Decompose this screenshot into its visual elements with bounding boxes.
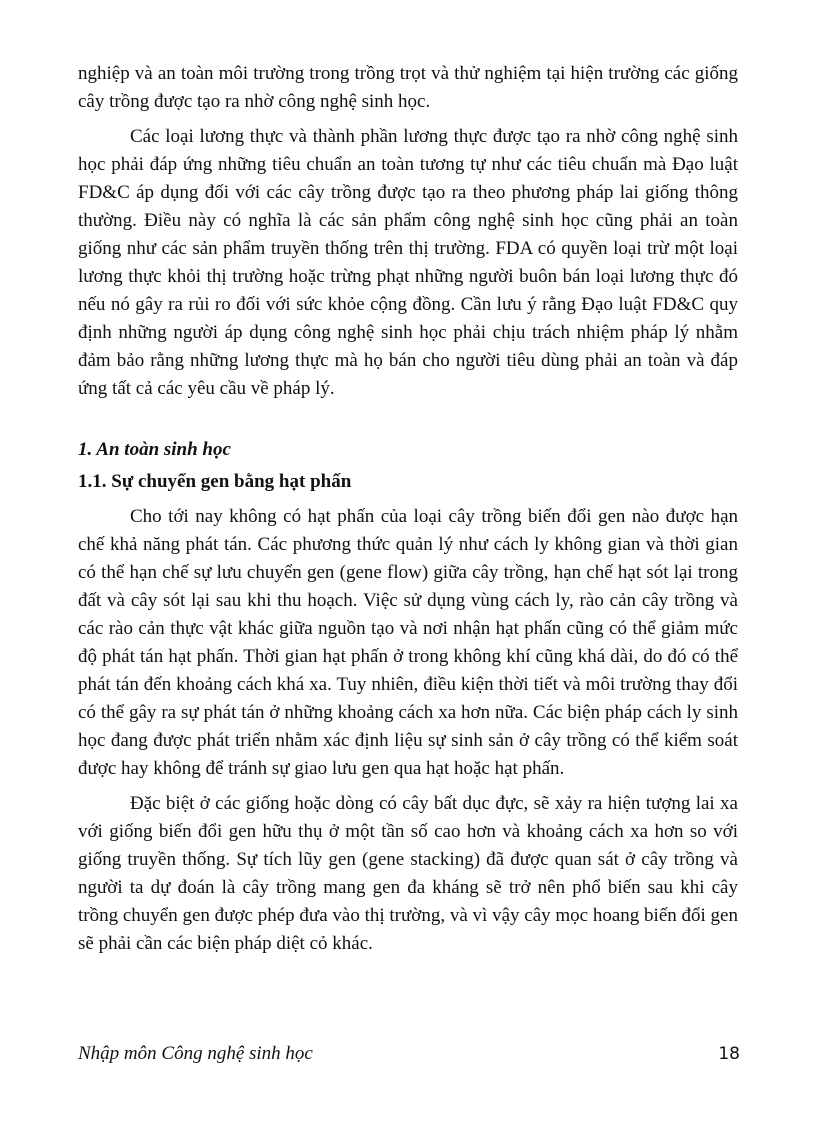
continued-paragraph: nghiệp và an toàn môi trường trong trồng trọt và thử nghiệm tại hiện trường các giống cây trồng được tạo ra nhờ công nghệ sinh học.: [78, 63, 738, 112]
page-number: 18: [718, 1044, 740, 1064]
footer-book-title: Nhập môn Công nghệ sinh học: [78, 1043, 313, 1064]
pollen-gene-flow-paragraph: Cho tới nay không có hạt phấn của loại cây trồng biến đổi gen nào được hạn chế khả năng phát tán. Các phương thức quản lý như cách ly không gian và thời gian có thể hạn chế sự lưu chuyển gen (gene flow) giữa cây trồng, hạn chế hạt sót lại trong đất và cây sót lại sau khi thu hoạch. Việc sử dụng vùng cách ly, rào cản cây trồng và các rào cản thực vật khác giữa nguồn tạo và nơi nhận hạt phấn cũng có thể giảm mức độ phát tán hạt phấn. Thời gian hạt phấn ở trong không khí cũng khá dài, do đó có thể phát tán đến khoảng cách khá xa. Tuy nhiên, điều kiện thời tiết và môi trường thay đổi có thể gây ra sự phát tán ở những khoảng cách xa hơn nữa. Các biện pháp cách ly sinh học đang được phát triển nhằm xác định liệu sự sinh sản ở cây trồng có thể kiểm soát được hay không để tránh sự giao lưu gen qua hạt hoặc hạt phấn.: [78, 506, 738, 779]
gene-stacking-paragraph: Đặc biệt ở các giống hoặc dòng có cây bất dục đực, sẽ xảy ra hiện tượng lai xa với giống biến đổi gen hữu thụ ở một tần số cao hơn và khoảng cách xa hơn so với giống truyền thống. Sự tích lũy gen (gene stacking) đã được quan sát ở cây trồng và người ta dự đoán là cây trồng mang gen đa kháng sẽ trở nên phổ biến sau khi cây trồng chuyển gen được phép đưa vào thị trường, và vì vậy cây mọc hoang biến đổi gen sẽ phải cần các biện pháp diệt cỏ khác.: [78, 793, 738, 954]
page-footer: [78, 1040, 740, 1070]
document-page: [78, 60, 738, 958]
section-title: 1. An toàn sinh học: [78, 439, 231, 460]
subsection-title: 1.1. Sự chuyển gen bằng hạt phấn: [78, 471, 352, 492]
biotech-food-safety-paragraph: Các loại lương thực và thành phần lương thực được tạo ra nhờ công nghệ sinh học phải đáp ứng những tiêu chuẩn an toàn tương tự như các tiêu chuẩn mà Đạo luật FD&C áp dụng đối với các cây trồng được tạo ra theo phương pháp lai giống thông thường. Điều này có nghĩa là các sản phẩm công nghệ sinh học cũng phải an toàn giống như các sản phẩm truyền thống trên thị trường. FDA có quyền loại trừ một loại lương thực khỏi thị trường hoặc trừng phạt những người buôn bán loại lương thực đó nếu nó gây ra rủi ro đối với sức khỏe cộng đồng. Cần lưu ý rằng Đạo luật FD&C quy định những người áp dụng công nghệ sinh học phải chịu trách nhiệm pháp lý nhằm đảm bảo rằng những lương thực mà họ bán cho người tiêu dùng phải an toàn và đáp ứng tất cả các yêu cầu về pháp lý.: [78, 126, 738, 399]
